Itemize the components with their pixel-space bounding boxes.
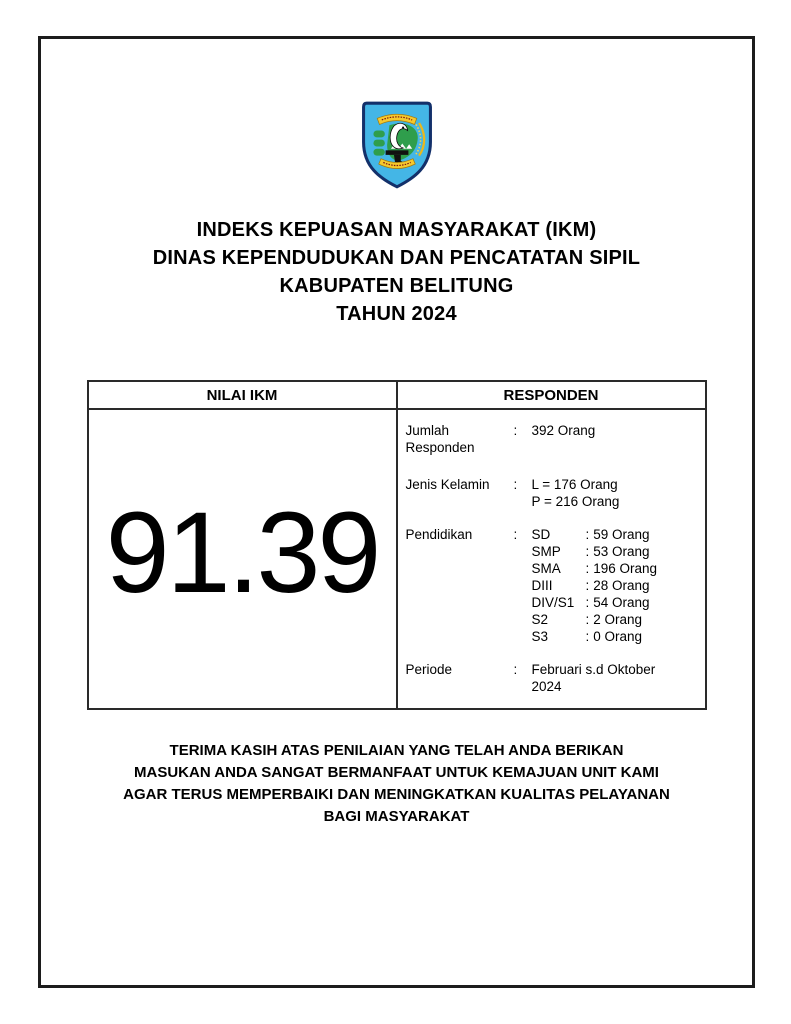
jumlah-responden-label: Jumlah Responden <box>405 423 475 455</box>
ikm-score: 91.39 <box>105 488 379 617</box>
responden-details <box>398 410 705 695</box>
document-title <box>41 216 752 328</box>
colon-separator: : <box>513 662 518 677</box>
kabupaten-belitung-logo <box>359 100 435 190</box>
jenis-kelamin-p: P = 216 Orang <box>531 494 620 509</box>
colon-separator: : <box>585 561 590 576</box>
table-header-row <box>88 381 706 409</box>
edu-count: 28 Orang <box>593 578 650 593</box>
table-body-row <box>88 409 706 709</box>
title-line-4: TAHUN 2024 <box>336 303 457 325</box>
colon-separator: : <box>585 544 590 559</box>
jenis-kelamin-label: Jenis Kelamin <box>405 477 490 492</box>
pendidikan-label: Pendidikan <box>405 527 473 542</box>
jumlah-responden-row <box>406 422 697 456</box>
colon-separator: : <box>513 423 518 438</box>
nilai-ikm-header: NILAI IKM <box>88 381 397 409</box>
jumlah-responden-value: 392 Orang <box>531 423 596 438</box>
jenis-kelamin-row <box>406 476 697 510</box>
colon-separator: : <box>585 527 590 542</box>
edu-count: 53 Orang <box>593 544 650 559</box>
pendidikan-row-sd <box>532 526 697 543</box>
edu-level: DIII <box>531 578 553 593</box>
pendidikan-row-smp <box>532 543 697 560</box>
pendidikan-row-sma <box>532 560 697 577</box>
pendidikan-row-s2 <box>532 611 697 628</box>
title-line-1: INDEKS KEPUASAN MASYARAKAT (IKM) <box>196 219 597 241</box>
pendidikan-values <box>532 526 697 645</box>
footer-line-4: BAGI MASYARAKAT <box>323 808 470 825</box>
colon-separator: : <box>585 629 590 644</box>
title-line-2: DINAS KEPENDUDUKAN DAN PENCATATAN SIPIL <box>152 247 641 269</box>
responden-cell <box>397 409 706 709</box>
pendidikan-row-s3 <box>532 628 697 645</box>
colon-separator: : <box>585 578 590 593</box>
footer-line-1: TERIMA KASIH ATAS PENILAIAN YANG TELAH ANDA BERIKAN <box>169 742 624 759</box>
colon-separator: : <box>513 477 518 492</box>
edu-count: 59 Orang <box>593 527 650 542</box>
colon-separator: : <box>585 612 590 627</box>
pendidikan-row <box>406 526 697 645</box>
periode-value: Februari s.d Oktober 2024 <box>531 662 656 694</box>
thank-you-message <box>41 740 752 828</box>
colon-separator: : <box>513 527 518 542</box>
jenis-kelamin-values <box>532 476 697 510</box>
responden-header: RESPONDEN <box>397 381 706 409</box>
colon-separator: : <box>585 595 590 610</box>
footer-line-2: MASUKAN ANDA SANGAT BERMANFAAT UNTUK KEMAJUAN UNIT KAMI <box>134 764 659 781</box>
left-hills <box>373 131 384 156</box>
ikm-table <box>87 380 707 710</box>
fish-eye <box>402 126 404 128</box>
edu-count: 196 Orang <box>593 561 658 576</box>
coat-of-arms-icon <box>359 100 435 190</box>
edu-level: SD <box>531 527 551 542</box>
edu-level: S2 <box>531 612 549 627</box>
periode-row <box>406 661 697 695</box>
edu-count: 2 Orang <box>593 612 643 627</box>
edu-count: 0 Orang <box>593 629 643 644</box>
page-border <box>38 36 755 988</box>
footer-line-3: AGAR TERUS MEMPERBAIKI DAN MENINGKATKAN KUALITAS PELAYANAN <box>123 786 670 803</box>
nilai-ikm-cell <box>88 409 397 709</box>
edu-level: SMA <box>531 561 561 576</box>
jenis-kelamin-l: L = 176 Orang <box>531 477 618 492</box>
pendidikan-row-divs1 <box>532 594 697 611</box>
edu-count: 54 Orang <box>593 595 650 610</box>
periode-label: Periode <box>405 662 453 677</box>
base-bar <box>385 150 408 155</box>
edu-level: DIV/S1 <box>531 595 575 610</box>
title-line-3: KABUPATEN BELITUNG <box>279 275 514 297</box>
pendidikan-row-diii <box>532 577 697 594</box>
edu-level: SMP <box>531 544 561 559</box>
edu-level: S3 <box>531 629 549 644</box>
